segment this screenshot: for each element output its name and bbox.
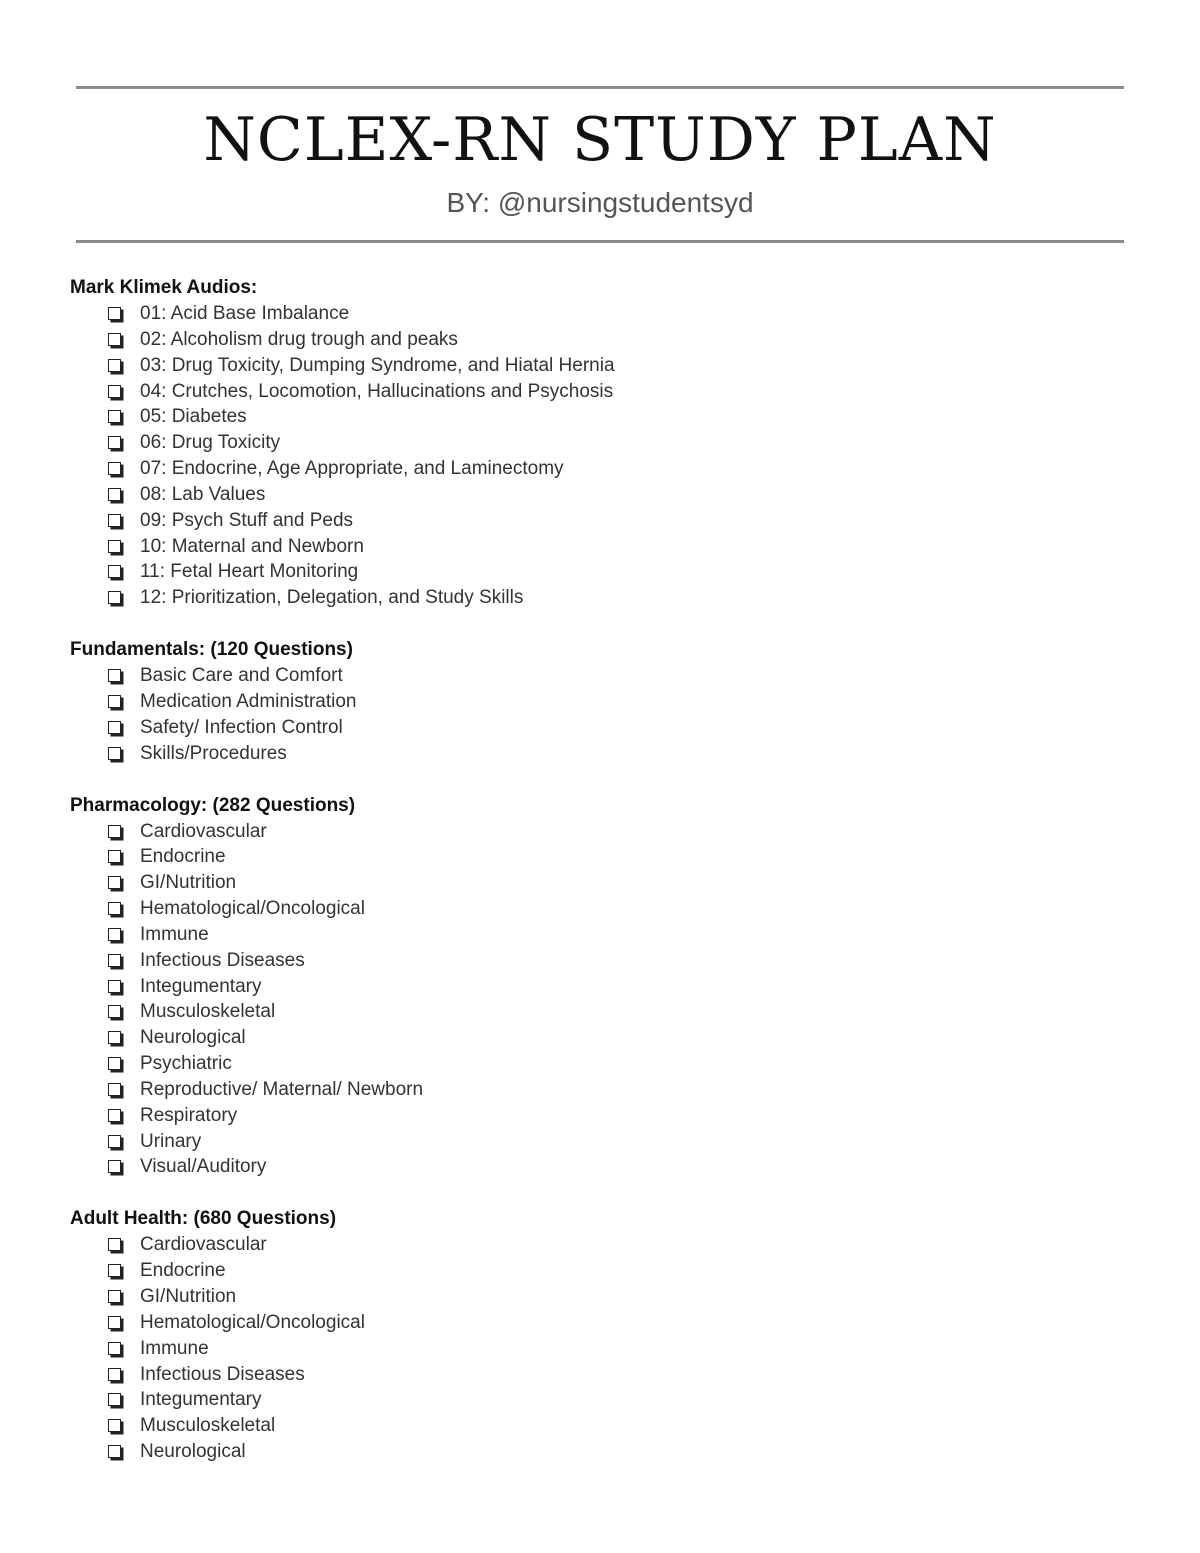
checklist-item bbox=[70, 1051, 1130, 1077]
checkbox-icon[interactable] bbox=[108, 902, 121, 915]
checkbox-icon[interactable] bbox=[108, 1419, 121, 1432]
section bbox=[70, 637, 1130, 766]
checklist-item-label: Immune bbox=[140, 1337, 209, 1359]
checkbox-icon[interactable] bbox=[108, 1316, 121, 1329]
checklist-item bbox=[70, 379, 1130, 405]
checklist-item-label: Safety/ Infection Control bbox=[140, 716, 343, 738]
checkbox-icon[interactable] bbox=[108, 1290, 121, 1303]
checkbox-icon[interactable] bbox=[108, 669, 121, 682]
checkbox-icon[interactable] bbox=[108, 721, 121, 734]
checklist-item-label: Urinary bbox=[140, 1130, 202, 1152]
checklist-item-label: Infectious Diseases bbox=[140, 949, 305, 971]
checklist-item bbox=[70, 819, 1130, 845]
checklist-item bbox=[70, 508, 1130, 534]
checklist-item-label: Medication Administration bbox=[140, 690, 357, 712]
page-title: NCLEX-RN STUDY PLAN bbox=[203, 105, 997, 175]
checklist-item bbox=[70, 1387, 1130, 1413]
section-heading: Adult Health: (680 Questions) bbox=[70, 1208, 337, 1230]
checkbox-icon[interactable] bbox=[108, 695, 121, 708]
checklist-item-label: Musculoskeletal bbox=[140, 1415, 276, 1437]
checklist-item-label: 09: Psych Stuff and Peds bbox=[140, 509, 354, 531]
checklist-item bbox=[70, 482, 1130, 508]
checklist-item-label: 05: Diabetes bbox=[140, 406, 247, 428]
checkbox-icon[interactable] bbox=[108, 1083, 121, 1096]
checklist-item bbox=[70, 1413, 1130, 1439]
checkbox-icon[interactable] bbox=[108, 1057, 121, 1070]
checklist-item-label: 08: Lab Values bbox=[140, 483, 266, 505]
checklist-item-label: 04: Crutches, Locomotion, Hallucinations and Psychosis bbox=[140, 380, 614, 402]
checklist-item bbox=[70, 430, 1130, 456]
checklist-item-label: Cardiovascular bbox=[140, 1234, 267, 1256]
checklist-item-label: Musculoskeletal bbox=[140, 1001, 276, 1023]
checklist-item-label: Hematological/Oncological bbox=[140, 898, 365, 920]
checklist-item-label: Endocrine bbox=[140, 846, 226, 868]
checkbox-icon[interactable] bbox=[108, 747, 121, 760]
checklist-item-label: 02: Alcoholism drug trough and peaks bbox=[140, 328, 458, 350]
page-subtitle: BY: @nursingstudentsyd bbox=[446, 187, 754, 218]
checklist-item-label: 01: Acid Base Imbalance bbox=[140, 303, 350, 324]
checklist-item-label: Skills/Procedures bbox=[140, 742, 287, 764]
checklist-item bbox=[70, 1154, 1130, 1180]
checklist-item bbox=[70, 974, 1130, 1000]
checklist-item-label: GI/Nutrition bbox=[140, 1286, 237, 1307]
checklist-item bbox=[70, 534, 1130, 560]
checkbox-icon[interactable] bbox=[108, 410, 121, 423]
checkbox-icon[interactable] bbox=[108, 1109, 121, 1122]
checkbox-icon[interactable] bbox=[108, 1264, 121, 1277]
checklist-item-label: Integumentary bbox=[140, 975, 262, 997]
checkbox-icon[interactable] bbox=[108, 462, 121, 475]
study-plan-content bbox=[70, 275, 1130, 1491]
section bbox=[70, 275, 1130, 611]
checklist-item bbox=[70, 585, 1130, 611]
checklist-item-label: 03: Drug Toxicity, Dumping Syndrome, and Hiatal Hernia bbox=[140, 354, 615, 376]
checkbox-icon[interactable] bbox=[108, 385, 121, 398]
top-divider bbox=[76, 86, 1124, 89]
checkbox-icon[interactable] bbox=[108, 850, 121, 863]
checklist-item-label: Reproductive/ Maternal/ Newborn bbox=[140, 1078, 424, 1100]
checklist-item bbox=[70, 1310, 1130, 1336]
checklist-item-label: Immune bbox=[140, 923, 209, 945]
checkbox-icon[interactable] bbox=[108, 1160, 121, 1173]
checklist-item bbox=[70, 896, 1130, 922]
checklist-item-label: Hematological/Oncological bbox=[140, 1311, 365, 1333]
checklist-item bbox=[70, 1439, 1130, 1465]
checklist-item-label: Psychiatric bbox=[140, 1053, 232, 1075]
checklist-item bbox=[70, 1258, 1130, 1284]
checklist-item bbox=[70, 353, 1130, 379]
checkbox-icon[interactable] bbox=[108, 488, 121, 501]
checklist-item bbox=[70, 844, 1130, 870]
checklist-item bbox=[70, 456, 1130, 482]
checklist-item bbox=[70, 999, 1130, 1025]
checkbox-icon[interactable] bbox=[108, 1238, 121, 1251]
bottom-divider bbox=[76, 240, 1124, 243]
checkbox-icon[interactable] bbox=[108, 1005, 121, 1018]
checklist-item bbox=[70, 1077, 1130, 1103]
checklist-item-label: 07: Endocrine, Age Appropriate, and Laminectomy bbox=[140, 458, 564, 480]
checkbox-icon[interactable] bbox=[108, 436, 121, 449]
section-heading: Fundamentals: (120 Questions) bbox=[70, 639, 353, 661]
checklist-item-label: 10: Maternal and Newborn bbox=[140, 535, 364, 557]
checkbox-icon[interactable] bbox=[108, 980, 121, 993]
checkbox-icon[interactable] bbox=[108, 591, 121, 604]
checklist-item bbox=[70, 948, 1130, 974]
checklist-item bbox=[70, 1025, 1130, 1051]
checklist-item bbox=[70, 1129, 1130, 1155]
checklist-item-label: Endocrine bbox=[140, 1260, 226, 1282]
checkbox-icon[interactable] bbox=[108, 565, 121, 578]
checklist-item bbox=[70, 1362, 1130, 1388]
checklist-item-label: Basic Care and Comfort bbox=[140, 665, 343, 687]
checklist-item bbox=[70, 327, 1130, 353]
checklist-item-label: Neurological bbox=[140, 1027, 246, 1049]
checklist-item bbox=[70, 715, 1130, 741]
checklist-item bbox=[70, 1232, 1130, 1258]
checkbox-icon[interactable] bbox=[108, 1368, 121, 1381]
checklist-item-label: Neurological bbox=[140, 1441, 246, 1463]
checklist-item bbox=[70, 870, 1130, 896]
checklist-item-label: 11: Fetal Heart Monitoring bbox=[140, 561, 359, 583]
checklist-item bbox=[70, 922, 1130, 948]
section-heading: Pharmacology: (282 Questions) bbox=[70, 794, 356, 816]
checklist-item bbox=[70, 1103, 1130, 1129]
checklist-item-label: Cardiovascular bbox=[140, 820, 267, 842]
checklist-item-label: 12: Prioritization, Delegation, and Study Skills bbox=[140, 587, 524, 609]
checkbox-icon[interactable] bbox=[108, 1135, 121, 1148]
checklist-item-label: Respiratory bbox=[140, 1104, 238, 1126]
checkbox-icon[interactable] bbox=[108, 307, 121, 320]
checklist-item-label: GI/Nutrition bbox=[140, 872, 237, 894]
checkbox-icon[interactable] bbox=[108, 954, 121, 967]
checkbox-icon[interactable] bbox=[108, 1393, 121, 1406]
checkbox-icon[interactable] bbox=[108, 928, 121, 941]
checklist-item bbox=[70, 1284, 1130, 1310]
checklist-item-label: 06: Drug Toxicity bbox=[140, 432, 281, 454]
checklist-item bbox=[70, 1336, 1130, 1362]
section-heading: Mark Klimek Audios: bbox=[70, 277, 258, 298]
checklist-item bbox=[70, 559, 1130, 585]
checkbox-icon[interactable] bbox=[108, 1031, 121, 1044]
checklist-item bbox=[70, 404, 1130, 430]
checklist-item-label: Infectious Diseases bbox=[140, 1363, 305, 1385]
section bbox=[70, 1206, 1130, 1465]
checklist-item bbox=[70, 663, 1130, 689]
section bbox=[70, 793, 1130, 1181]
checklist-item-label: Visual/Auditory bbox=[140, 1156, 267, 1178]
checkbox-icon[interactable] bbox=[108, 1342, 121, 1355]
checkbox-icon[interactable] bbox=[108, 359, 121, 372]
checkbox-icon[interactable] bbox=[108, 514, 121, 527]
checkbox-icon[interactable] bbox=[108, 540, 121, 553]
checklist-item bbox=[70, 689, 1130, 715]
checkbox-icon[interactable] bbox=[108, 876, 121, 889]
checklist-item bbox=[70, 741, 1130, 767]
checklist-item-label: Integumentary bbox=[140, 1389, 262, 1411]
checklist-item bbox=[70, 301, 1130, 327]
checkbox-icon[interactable] bbox=[108, 825, 121, 838]
checkbox-icon[interactable] bbox=[108, 1445, 121, 1458]
checkbox-icon[interactable] bbox=[108, 333, 121, 346]
